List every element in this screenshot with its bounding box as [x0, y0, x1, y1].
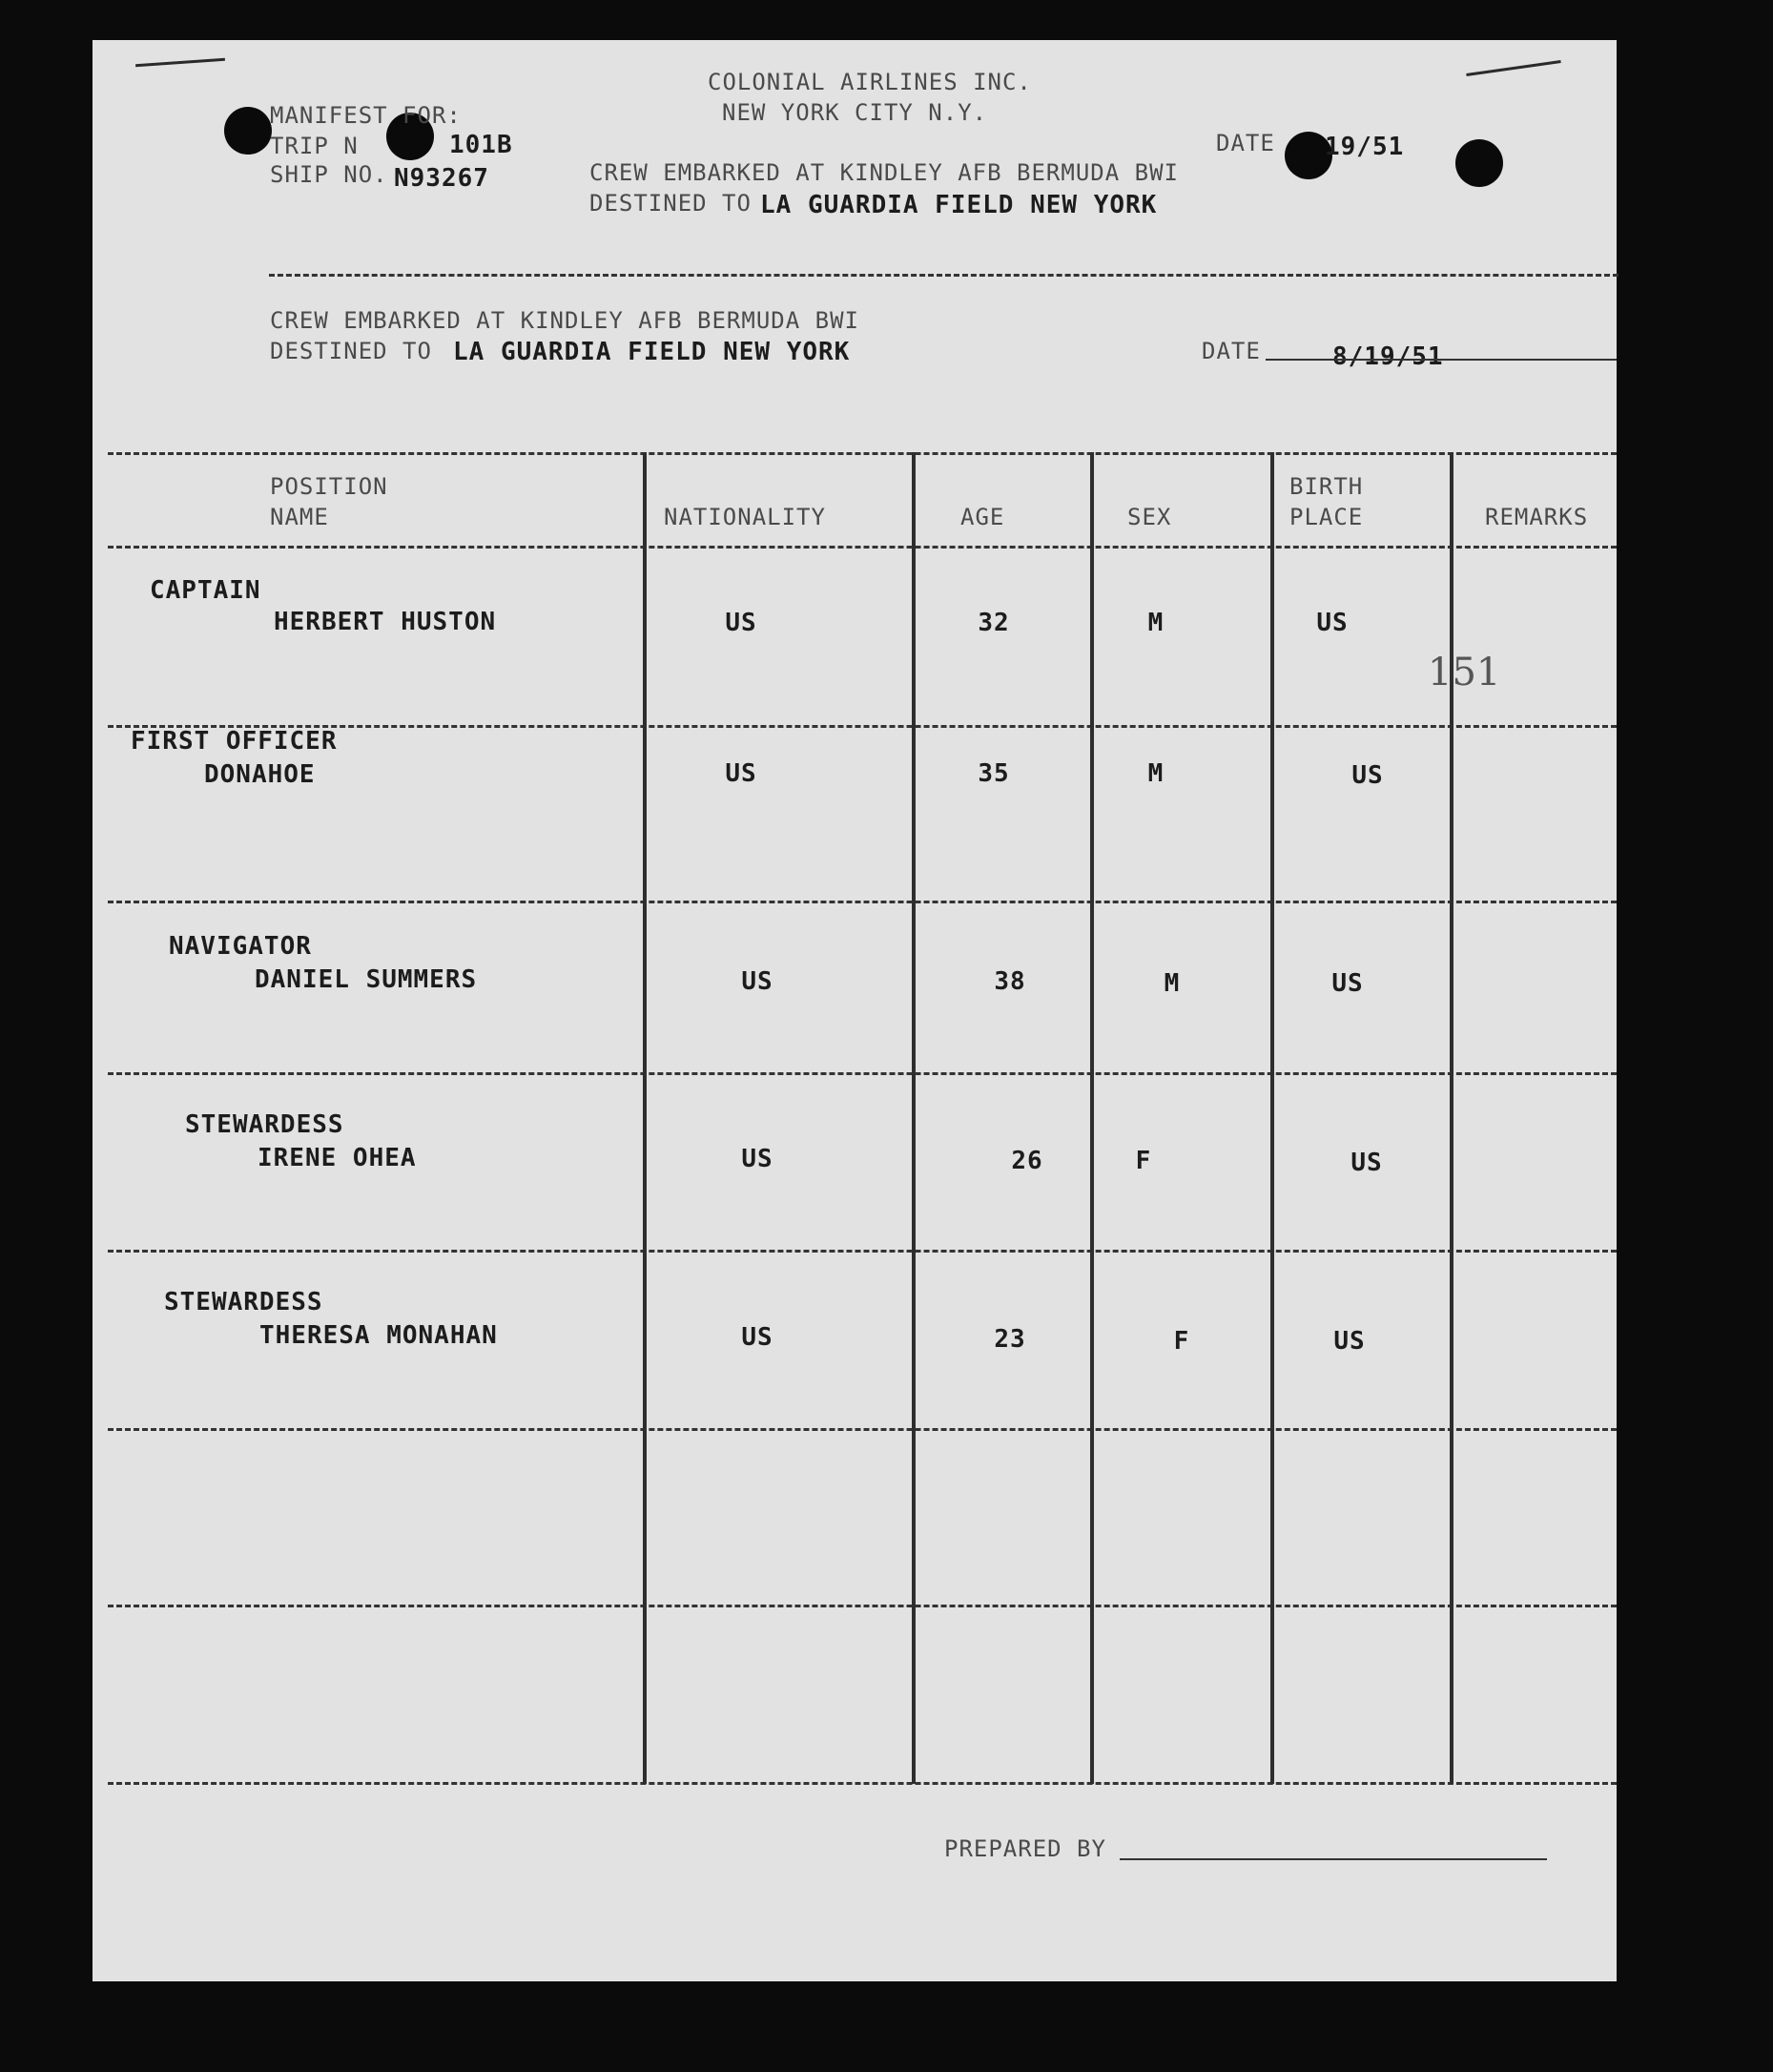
punch-hole: [1455, 139, 1503, 187]
manifest-page: [93, 40, 1617, 1981]
destined-label-2: DESTINED TO: [270, 338, 432, 364]
page-number-stamp: 151: [1428, 651, 1501, 694]
trip-label: TRIP N: [270, 133, 359, 159]
company-name: COLONIAL AIRLINES INC.: [708, 69, 1032, 95]
crew-age: 35: [978, 759, 1010, 788]
row-line: [108, 1072, 1617, 1075]
destined-label: DESTINED TO: [589, 190, 752, 217]
crew-sex: F: [1135, 1147, 1152, 1175]
column-header-birth: BIRTH: [1289, 473, 1364, 500]
crew-position: NAVIGATOR: [169, 932, 312, 961]
crew-name: DONAHOE: [204, 760, 316, 789]
column-header-nationality: NATIONALITY: [664, 504, 826, 530]
prepared-by-label: PREPARED BY: [944, 1835, 1106, 1862]
crew-birthplace: US: [1333, 1327, 1366, 1356]
crew-sex: M: [1164, 969, 1181, 998]
column-line: [1270, 452, 1274, 1784]
pen-mark-left: [135, 58, 225, 68]
column-header-place: PLACE: [1289, 504, 1364, 530]
column-line: [1090, 452, 1094, 1784]
crew-sex: M: [1147, 759, 1165, 788]
company-city: NEW YORK CITY N.Y.: [722, 99, 988, 126]
crew-age: 23: [994, 1325, 1026, 1354]
destined-value-2: LA GUARDIA FIELD NEW YORK: [453, 338, 851, 366]
crew-birthplace: US: [1351, 761, 1384, 790]
column-header-age: AGE: [960, 504, 1005, 530]
column-header-sex: SEX: [1127, 504, 1172, 530]
crew-name: IRENE OHEA: [258, 1144, 417, 1172]
crew-nationality: US: [741, 967, 773, 996]
crew-name: DANIEL SUMMERS: [255, 965, 478, 994]
prepared-by-line: [1120, 1858, 1547, 1860]
crew-nationality: US: [741, 1145, 773, 1173]
crew-position: STEWARDESS: [185, 1110, 344, 1139]
pen-mark-right: [1466, 60, 1560, 76]
date-value-2: 8/19/51: [1332, 342, 1444, 371]
crew-sex: F: [1173, 1327, 1190, 1356]
date-value: 19/51: [1325, 133, 1405, 161]
crew-position: FIRST OFFICER: [131, 727, 338, 756]
destined-value: LA GUARDIA FIELD NEW YORK: [760, 191, 1158, 219]
ship-label: SHIP NO.: [270, 161, 388, 188]
divider: [269, 274, 1618, 277]
punch-hole: [224, 107, 272, 155]
crew-birthplace: US: [1350, 1149, 1383, 1177]
crew-age: 26: [1011, 1147, 1043, 1175]
crew-nationality: US: [725, 759, 757, 788]
column-header-remarks: REMARKS: [1485, 504, 1589, 530]
crew-name: HERBERT HUSTON: [274, 608, 497, 636]
date-label: DATE: [1216, 130, 1275, 156]
trip-number: 101B: [449, 131, 513, 159]
date-underline: [1266, 359, 1617, 361]
crew-position: CAPTAIN: [150, 576, 261, 605]
crew-nationality: US: [741, 1323, 773, 1352]
crew-nationality: US: [725, 609, 757, 637]
crew-age: 38: [994, 967, 1026, 996]
crew-birthplace: US: [1331, 969, 1364, 998]
column-line: [643, 452, 647, 1784]
column-header-name: NAME: [270, 504, 329, 530]
row-line: [108, 1428, 1617, 1431]
crew-position: STEWARDESS: [164, 1288, 323, 1316]
row-line: [108, 1250, 1617, 1253]
crew-sex: M: [1147, 609, 1165, 637]
column-line: [912, 452, 916, 1784]
crew-age: 32: [978, 609, 1010, 637]
table-top-line: [108, 452, 1617, 455]
crew-birthplace: US: [1316, 609, 1349, 637]
ship-number: N93267: [394, 164, 489, 193]
table-bottom-line: [108, 1782, 1617, 1785]
row-line: [108, 1605, 1617, 1607]
column-header-position: POSITION: [270, 473, 388, 500]
row-line: [108, 901, 1617, 903]
table-header-line: [108, 546, 1617, 549]
date-label-2: DATE: [1202, 338, 1261, 364]
manifest-label: MANIFEST FOR:: [270, 102, 462, 129]
embarked-line-2: CREW EMBARKED AT KINDLEY AFB BERMUDA BWI: [270, 307, 859, 334]
embarked-line: CREW EMBARKED AT KINDLEY AFB BERMUDA BWI: [589, 159, 1179, 186]
crew-name: THERESA MONAHAN: [259, 1321, 498, 1350]
